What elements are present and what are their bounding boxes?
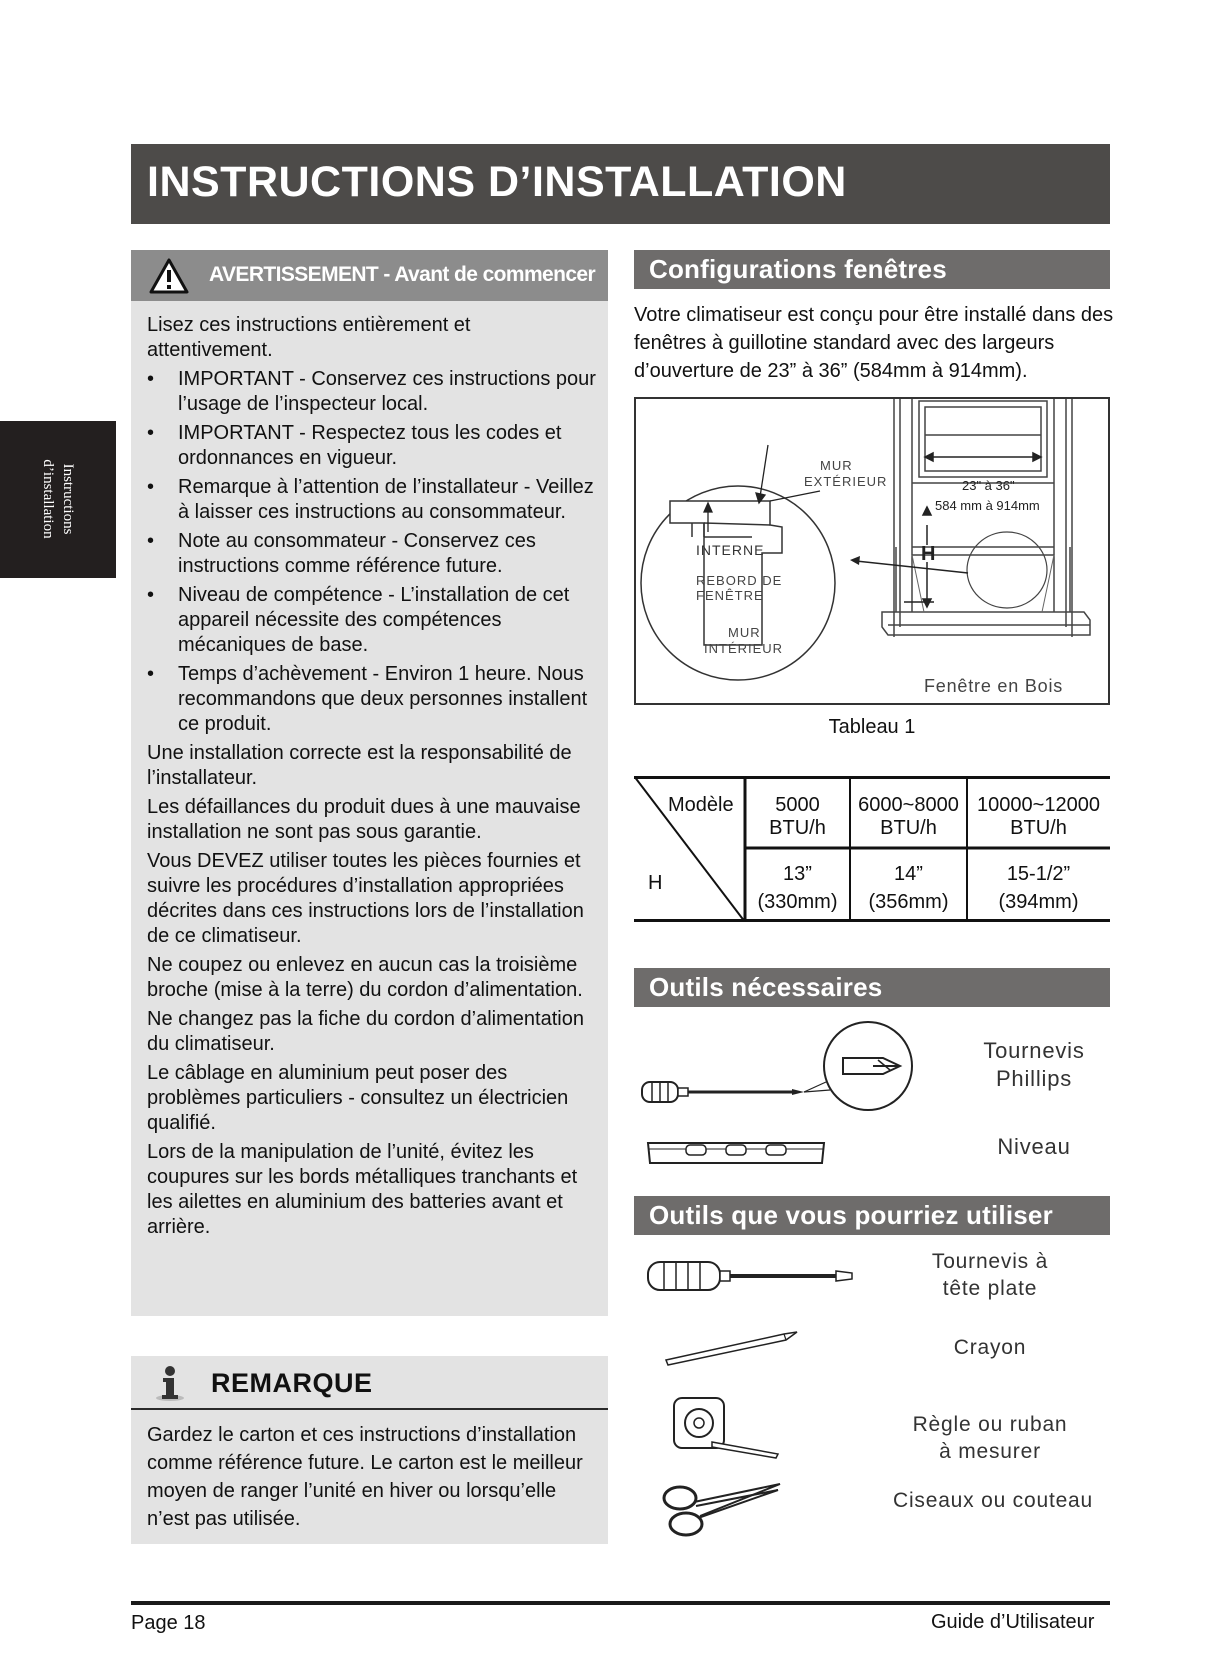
pencil-icon xyxy=(664,1330,800,1366)
table-cell-h: 14” (356mm) xyxy=(868,863,949,913)
tool-label: Tournevis à tête plate xyxy=(931,1250,1049,1300)
diagram-caption: Fenêtre en Bois xyxy=(924,676,1064,696)
scissors-icon xyxy=(660,1478,786,1540)
config-section-header xyxy=(634,250,1110,289)
tool-label: Ciseaux ou couteau xyxy=(892,1489,1094,1512)
label-mur-interieur-1: MUR xyxy=(728,625,761,640)
warning-intro: Lisez ces instructions entièrement et attentivement. xyxy=(147,314,471,361)
list-item: • Note au consommateur - Conservez ces instructions comme référence future. xyxy=(147,529,599,579)
guide-title: Guide d’Utilisateur xyxy=(931,1611,1095,1633)
warning-header xyxy=(131,250,608,301)
dim-width-mm: 584 mm à 914mm xyxy=(935,498,1040,513)
flat-screwdriver-icon xyxy=(646,1258,866,1294)
table-corner-model: Modèle xyxy=(668,794,734,816)
tools-needed-header xyxy=(634,968,1110,1007)
tape-measure-icon xyxy=(672,1394,784,1460)
warning-paragraph: Lors de la manipulation de l’unité, évitez les coupures sur les bords métalliques tranchants et les ailettes en aluminium des batteries avant et arrière. xyxy=(147,1141,578,1238)
dim-h-label: H xyxy=(921,543,936,565)
warning-paragraph: Une installation correcte est la responsabilité de l’installateur. xyxy=(147,742,572,789)
warning-paragraph: Vous DEVEZ utiliser toutes les pièces fournies et suivre les procédures d’installation appropriées décrites dans ces instructions lors de l’installation de ce climatiseur. xyxy=(147,850,584,947)
label-mur-exterieur-1: MUR xyxy=(820,458,853,473)
warning-bullet-list xyxy=(147,367,599,737)
info-icon xyxy=(153,1364,187,1402)
section-side-tab xyxy=(0,421,116,578)
list-item: • IMPORTANT - Respectez tous les codes et ordonnances en vigueur. xyxy=(147,421,599,471)
page-number: Page 18 xyxy=(131,1612,206,1634)
table-cell-model: 5000 BTU/h xyxy=(769,794,826,839)
remark-title: REMARQUE xyxy=(211,1368,373,1398)
table-cell-h: 15-1/2” (394mm) xyxy=(998,863,1079,913)
table-cell-h: 13” (330mm) xyxy=(757,863,838,913)
side-tab-label: Instructions d’installation xyxy=(40,459,76,539)
label-mur-interieur-2: INTÉRIEUR xyxy=(704,641,784,656)
list-item: • IMPORTANT - Conservez ces instructions pour l’usage de l’inspecteur local. xyxy=(147,367,599,417)
list-item: • Temps d’achèvement - Environ 1 heure. Nous recommandons que deux personnes installent ce produit. xyxy=(147,662,599,737)
page-title-bar xyxy=(131,144,1110,224)
config-heading: Configurations fenêtres xyxy=(649,254,947,284)
label-rebord-1: REBORD DE xyxy=(696,573,783,588)
dim-width-in: 23" à 36" xyxy=(962,478,1015,493)
level-icon xyxy=(646,1137,826,1167)
spec-table xyxy=(634,776,1110,922)
config-description: Votre climatiseur est conçu pour être installé dans des fenêtres à guillotine standard avec des largeurs d’ouverture de 23” à 36” (584mm à 914mm). xyxy=(634,304,1114,382)
tool-label: Règle ou ruban à mesurer xyxy=(912,1413,1068,1463)
label-rebord-2: FENÊTRE xyxy=(696,588,764,603)
label-mur-exterieur-2: EXTÉRIEUR xyxy=(804,474,888,489)
warning-body xyxy=(147,313,599,1244)
list-item: • Remarque à l’attention de l’installateur - Veillez à laisser ces instructions au consommateur. xyxy=(147,475,599,525)
warning-paragraph: Le câblage en aluminium peut poser des problèmes particuliers - consultez un électricien qualifié. xyxy=(147,1062,569,1134)
warning-paragraph: Ne changez pas la fiche du cordon d’alimentation du climatiseur. xyxy=(147,1008,584,1055)
warning-paragraph: Ne coupez ou enlevez en aucun cas la troisième broche (mise à la terre) du cordon d’alimentation. xyxy=(147,954,583,1001)
label-interne: INTERNE xyxy=(696,542,765,558)
remark-text: Gardez le carton et ces instructions d’installation comme référence future. Le carton est le meilleur moyen de ranger l’unité en hiver ou lorsqu’elle n’est pas utilisée. xyxy=(147,1424,583,1530)
warning-heading: AVERTISSEMENT - Avant de commencer xyxy=(209,263,596,286)
tool-label: Niveau xyxy=(997,1134,1071,1159)
warning-triangle-icon xyxy=(148,257,190,295)
phillips-screwdriver-icon xyxy=(638,1018,918,1114)
window-diagram xyxy=(634,397,1110,705)
table-corner-h: H xyxy=(648,872,663,894)
tools-optional-header xyxy=(634,1196,1110,1235)
warning-paragraph: Les défaillances du produit dues à une mauvaise installation ne sont pas sous garantie. xyxy=(147,796,581,843)
list-item: • Niveau de compétence - L’installation de cet appareil nécessite des compétences mécaniques de base. xyxy=(147,583,599,658)
table-caption: Tableau 1 xyxy=(828,716,916,738)
page-title: INSTRUCTIONS D’INSTALLATION xyxy=(147,158,847,206)
remark-divider xyxy=(131,1408,608,1410)
tools-needed-heading: Outils nécessaires xyxy=(649,972,883,1002)
tools-optional-heading: Outils que vous pourriez utiliser xyxy=(649,1200,1053,1230)
table-cell-model: 6000~8000 BTU/h xyxy=(858,794,959,839)
tool-label: Tournevis Phillips xyxy=(983,1038,1085,1091)
table-cell-model: 10000~12000 BTU/h xyxy=(977,794,1100,839)
tool-label: Crayon xyxy=(953,1336,1027,1359)
footer-divider xyxy=(131,1601,1110,1605)
